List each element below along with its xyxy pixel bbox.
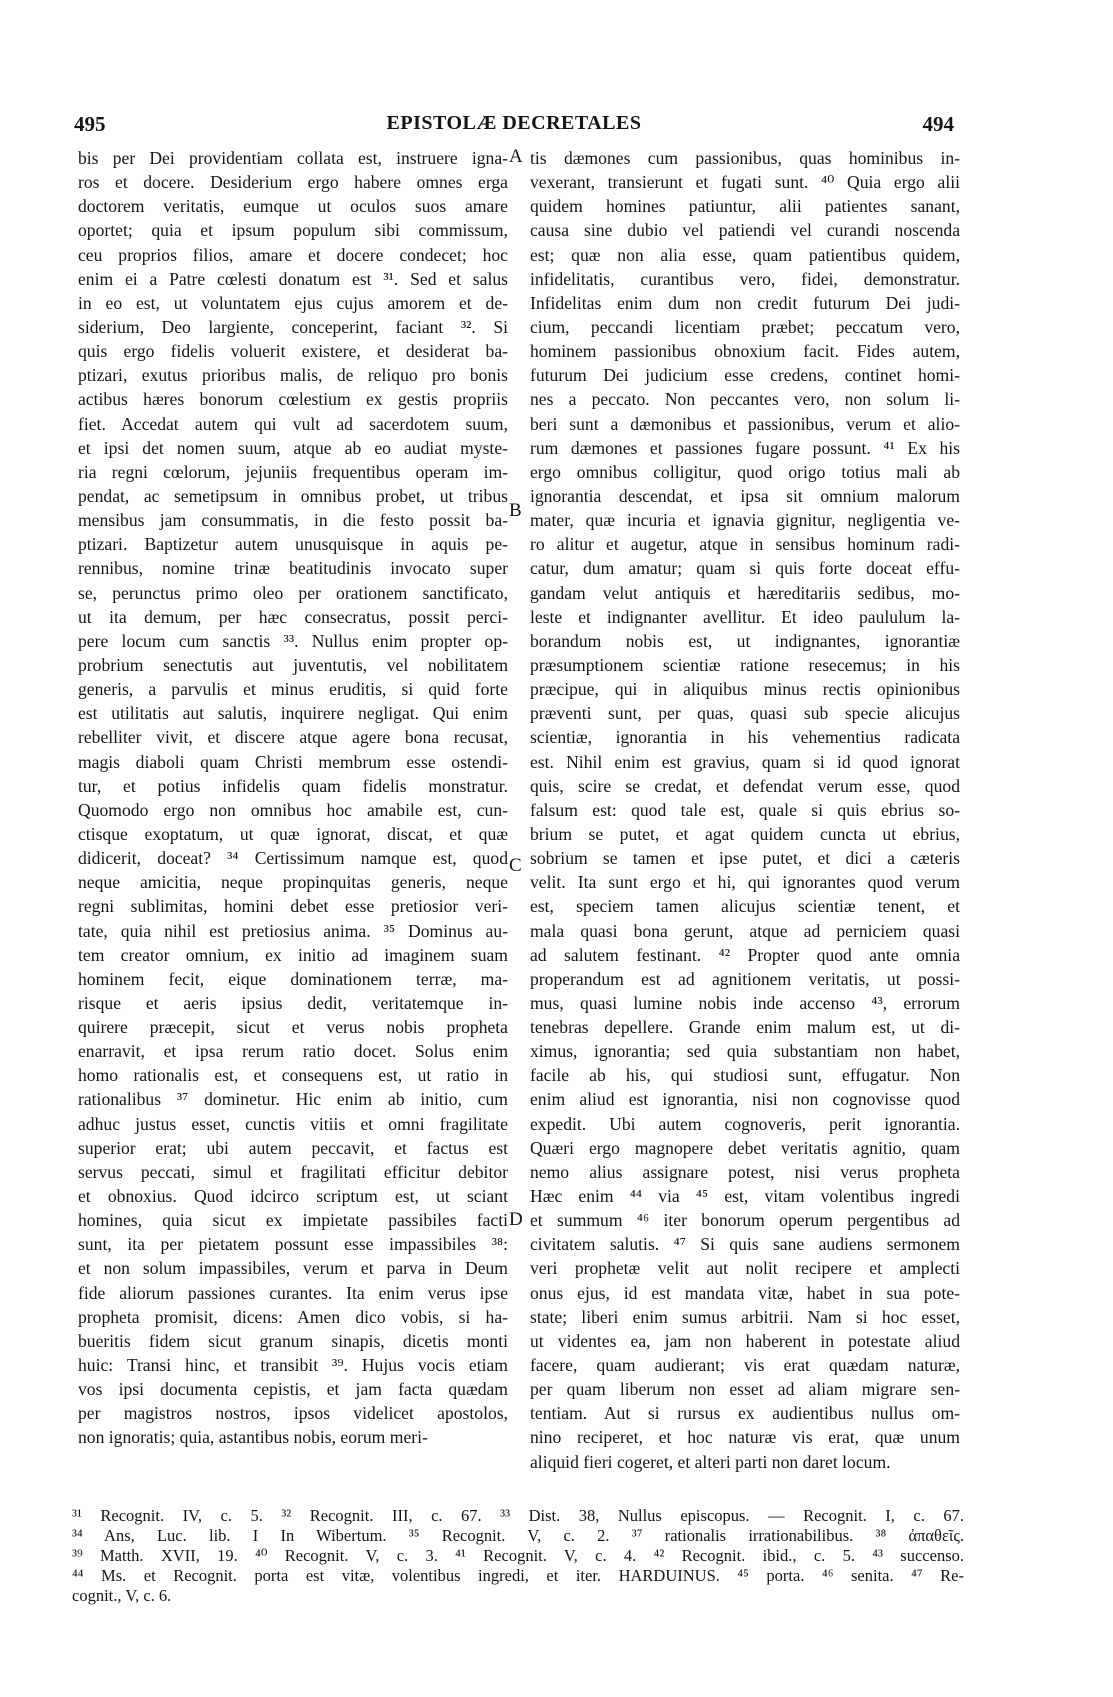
text-line: nino reciperet, et hoc naturæ vis erat, quæ unum [530, 1427, 960, 1448]
text-line: et summum ⁴⁶ iter bonorum operum pergentibus ad [530, 1210, 960, 1231]
text-line: civitatem salutis. ⁴⁷ Si quis sane audiens sermonem [530, 1234, 960, 1255]
text-line: et ipsi det nomen suum, atque ab eo audiat myste- [78, 437, 508, 458]
text-line: ptizari, exutus prioribus malis, de reliquo pro bonis [78, 365, 508, 386]
text-line: huic: Transi hinc, et transibit ³⁹. Hujus vocis etiam [78, 1355, 508, 1376]
footnote-line: ⁴⁴ Ms. et Recognit. porta est vitæ, volentibus ingredi, et iter. HARDUINUS. ⁴⁵ porta. ⁴⁶ senita. ⁴⁷ Re- [72, 1566, 964, 1585]
text-line: properandum est ad agnitionem veritatis, ut possi- [530, 968, 960, 989]
text-line: tis dæmones cum passionibus, quas hominibus in- [530, 148, 960, 168]
text-line: oportet; quia et ipsum populum sibi commissum, [78, 220, 508, 241]
text-line: catur, dum amatur; quam si quis forte doceat effu- [530, 558, 960, 579]
text-line: actibus hæres bonorum cœlestium ex gestis propriis [78, 389, 508, 410]
text-line: nes a peccato. Non peccantes vero, non solum li- [530, 389, 960, 410]
text-line: tem creator omnium, ex initio ad imaginem suam [78, 944, 508, 965]
text-line: bueritis fidem sicut granum sinapis, dicetis monti [78, 1330, 508, 1351]
text-line: aliquid fieri cogeret, et alteri parti non daret locum. [530, 1451, 891, 1472]
text-line: regni sublimitas, homini debet esse pretiosior veri- [78, 896, 508, 917]
text-line: didicerit, doceat? ³⁴ Certissimum namque est, quod [78, 848, 508, 869]
text-line: Quomodo ergo non omnibus hoc amabile est, cun- [78, 799, 508, 820]
text-line: rationalibus ³⁷ dominetur. Hic enim ab initio, cum [78, 1089, 508, 1110]
text-line: enarravit, et ipsa rerum ratio docet. Solus enim [78, 1041, 508, 1062]
text-line: cium, peccandi licentiam præbet; peccatum vero, [530, 316, 960, 337]
text-line: fide aliorum passiones curantes. Ita enim verus ipse [78, 1282, 508, 1303]
text-line: per quam liberum non esset ad aliam migrare sen- [530, 1379, 960, 1400]
text-line: hominem passionibus obnoxium facit. Fides autem, [530, 341, 960, 362]
footnote-line: ³⁴ Ans, Luc. lib. I In Wibertum. ³⁵ Recognit. V, c. 2. ³⁷ rationalis irrationabilibus. ³⁸ ἀπαθεῖς. [72, 1526, 964, 1545]
text-line: probrium senectutis aut juventutis, vel nobilitatem [78, 654, 508, 675]
text-line: rebelliter vivit, et discere atque agere bona recusat, [78, 727, 508, 748]
text-line: superior erat; ubi autem peccavit, et factus est [78, 1137, 508, 1158]
text-line: vexerant, transierunt et fugati sunt. ⁴⁰ Quia ergo alii [530, 172, 960, 193]
text-line: veri prophetæ velit aut nolit recipere et amplecti [530, 1258, 960, 1279]
text-line: fiet. Accedat autem qui vult ad sacerdotem suum, [78, 413, 508, 434]
text-line: homo rationalis est, et consequens est, ut ratio in [78, 1065, 508, 1086]
text-line: hominem fecit, eique dominationem terræ, ma- [78, 968, 508, 989]
text-line: pendat, ac semetipsum in omnibus probet, ut tribus [78, 485, 508, 506]
text-line: mus, quasi lumine nobis inde accenso ⁴³, errorum [530, 992, 960, 1013]
text-line: ceu proprios filios, amare et docere condecet; hoc [78, 244, 508, 265]
text-line: leste et indignanter avellitur. Et ideo paululum la- [530, 606, 960, 627]
text-line: rum dæmones et passiones fugare possunt. ⁴¹ Ex his [530, 437, 960, 458]
text-line: ximus, ignorantia; sed quia substantiam non habet, [530, 1041, 960, 1062]
footnote-line: cognit., V, c. 6. [72, 1586, 172, 1605]
text-line: scientiæ, ignorantia in his vehementius radicata [530, 727, 960, 748]
text-line: futurum Dei judicium esse credens, continet homi- [530, 365, 960, 386]
text-line: propheta promisit, dicens: Amen dico vobis, si ha- [78, 1306, 508, 1327]
text-line: est, speciem tamen alicujus scientiæ tenent, et [530, 896, 960, 917]
text-line: præventi sunt, per quas, quasi sub specie alicujus [530, 703, 960, 724]
text-line: borandum nobis est, ut indignantes, ignorantiæ [530, 630, 960, 651]
text-line: mensibus jam consummatis, in die festo possit ba- [78, 510, 508, 531]
text-line: quis ergo fidelis voluerit existere, et desiderat ba- [78, 341, 508, 362]
text-line: facere, quam audierant; vis erat quædam naturæ, [530, 1355, 960, 1376]
text-line: et non solum impassibiles, verum et parva in Deum [78, 1258, 508, 1279]
margin-letter-b: B [509, 500, 522, 521]
text-line: expedit. Ubi autem cognoveris, perit ignorantia. [530, 1113, 960, 1134]
text-line: onus ejus, id est mandata vitæ, habet in sua pote- [530, 1282, 960, 1303]
text-line: quis, scire se credat, et defendat verum esse, quod [530, 775, 960, 796]
text-line: tate, quia nihil est pretiosius anima. ³⁵ Dominus au- [78, 920, 508, 941]
text-line: beri sunt a dæmonibus et passionibus, verum et alio- [530, 413, 960, 434]
running-title: EPISTOLÆ DECRETALES [386, 112, 642, 134]
text-line: per magistros nostros, ipsos videlicet apostolos, [78, 1403, 508, 1424]
text-line: ros et docere. Desiderium ergo habere omnes erga [78, 172, 508, 193]
text-line: præsumptionem scientiæ ratione resecemus; in his [530, 654, 960, 675]
text-line: mater, quæ incuria et ignavia gignitur, negligentia ve- [530, 510, 960, 531]
text-line: infidelitatis, curantibus vero, fidei, demonstratur. [530, 268, 960, 289]
text-line: et obnoxius. Quod idcirco scriptum est, ut sciant [78, 1186, 508, 1207]
text-line: ptizari. Baptizetur autem unusquisque in aquis pe- [78, 534, 508, 555]
text-line: siderium, Deo largiente, conceperint, faciant ³². Si [78, 316, 508, 337]
text-line: generis, a parvulis et minus eruditis, si quid forte [78, 679, 508, 700]
text-line: sobrium se tamen et ipse putet, et dici a cæteris [530, 848, 960, 869]
text-line: velit. Ita sunt ergo et hi, qui ignorantes quod verum [530, 872, 960, 893]
text-line: bis per Dei providentiam collata est, instruere igna- [78, 148, 508, 168]
text-line: falsum est: quod tale est, quale si quis ebrius so- [530, 799, 960, 820]
text-line: se, perunctus primo oleo per orationem sanctificato, [78, 582, 508, 603]
text-line: ad salutem festinant. ⁴² Propter quod ante omnia [530, 944, 960, 965]
text-line: rennibus, nomine trinæ beatitudinis invocato super [78, 558, 508, 579]
page-number-left: 495 [74, 112, 106, 136]
text-line: servus peccati, simul et fragilitati efficitur debitor [78, 1161, 508, 1182]
text-line: risque et aeris ipsius dedit, veritatemque in- [78, 992, 508, 1013]
text-line: tur, et potius infidelis quam fidelis monstratur. [78, 775, 508, 796]
running-header [74, 112, 954, 142]
text-line: ut videntes ea, jam non haberent in potestate aliud [530, 1330, 960, 1351]
text-line: est utilitatis aut salutis, inquirere negligat. Qui enim [78, 703, 508, 724]
text-line: mala quasi bona gerunt, atque ad perniciem quasi [530, 920, 960, 941]
text-line: quirere præcepit, sicut et verus nobis propheta [78, 1017, 508, 1038]
page-number-right: 494 [922, 112, 954, 136]
text-line: ctisque exoptatum, ut quæ ignorat, discat, et quæ [78, 823, 508, 844]
right-column [530, 146, 960, 1474]
text-line: ria regni cœlorum, jejuniis frequentibus operam im- [78, 461, 508, 482]
text-line: præcipue, qui in aliquibus minus rectis opinionibus [530, 679, 960, 700]
text-line: neque amicitia, neque propinquitas generis, neque [78, 872, 508, 893]
text-line: Hæc enim ⁴⁴ via ⁴⁵ est, vitam volentibus ingredi [530, 1186, 960, 1207]
text-line: doctorem veritatis, eumque ut oculos suos amare [78, 196, 508, 217]
margin-letter-a: A [509, 146, 523, 167]
left-column [78, 146, 508, 1450]
text-line: nemo alius assignare potest, nisi verus propheta [530, 1161, 960, 1182]
margin-letter-d: D [509, 1209, 523, 1230]
text-line: ergo omnibus colligitur, quod origo totius mali ab [530, 461, 960, 482]
footnote-line: ³¹ Recognit. IV, c. 5. ³² Recognit. III, c. 67. ³³ Dist. 38, Nullus episcopus. — Recognit. I, c. 67. [72, 1506, 964, 1525]
text-line: magis diaboli quam Christi membrum esse ostendi- [78, 751, 508, 772]
text-line: enim aliud est ignorantia, nisi non cognovisse quod [530, 1089, 960, 1110]
text-line: Infidelitas enim dum non credit futurum Dei judi- [530, 292, 960, 313]
text-line: causa sine dubio vel patiendi vel curandi noscenda [530, 220, 960, 241]
text-line: ut ita demum, per hæc consecratus, possit perci- [78, 606, 508, 627]
text-line: enim ei a Patre cœlesti donatum est ³¹. Sed et salus [78, 268, 508, 289]
margin-letter-c: C [509, 855, 522, 876]
text-line: tentiam. Aut si rursus ex audientibus nullus om- [530, 1403, 960, 1424]
text-line: ignorantia descendat, et ipsa sit omnium malorum [530, 485, 960, 506]
text-line: vos ipsi documenta cepistis, et jam facta quædam [78, 1379, 508, 1400]
text-line: Quæri ergo magnopere debet veritatis agnitio, quam [530, 1137, 960, 1158]
footnote-line: ³⁹ Matth. XVII, 19. ⁴⁰ Recognit. V, c. 3. ⁴¹ Recognit. V, c. 4. ⁴² Recognit. ibid., c. 5. ⁴³ succenso. [72, 1546, 964, 1565]
text-line: adhuc justus esset, cunctis vitiis et omni fragilitate [78, 1113, 508, 1134]
text-line: non ignoratis; quia, astantibus nobis, eorum meri- [78, 1427, 428, 1448]
text-line: facile ab his, qui studiosi sunt, effugatur. Non [530, 1065, 960, 1086]
text-line: est; quæ non alia esse, quam patientibus quidem, [530, 244, 960, 265]
text-line: tenebras depellere. Grande enim malum est, ut di- [530, 1017, 960, 1038]
text-line: gandam velut antiquis et hæreditariis sedibus, mo- [530, 582, 960, 603]
text-line: in eo est, ut voluntatem ejus cujus amorem et de- [78, 292, 508, 313]
text-line: pere locum cum sanctis ³³. Nullus enim propter op- [78, 630, 508, 651]
text-line: est. Nihil enim est gravius, quam si id quod ignorat [530, 751, 960, 772]
text-line: quidem homines patiuntur, alii patientes sanant, [530, 196, 960, 217]
text-line: sunt, ita per pietatem possunt esse impassibiles ³⁸: [78, 1234, 508, 1255]
text-line: state; liberi enim sumus arbitrii. Nam si hoc esset, [530, 1306, 960, 1327]
text-line: brium se putet, et agat quidem cuncta ut ebrius, [530, 823, 960, 844]
text-line: ro alitur et augetur, atque in sensibus hominum radi- [530, 534, 960, 555]
text-line: homines, quia sicut ex impietate passibiles facti [78, 1210, 508, 1231]
